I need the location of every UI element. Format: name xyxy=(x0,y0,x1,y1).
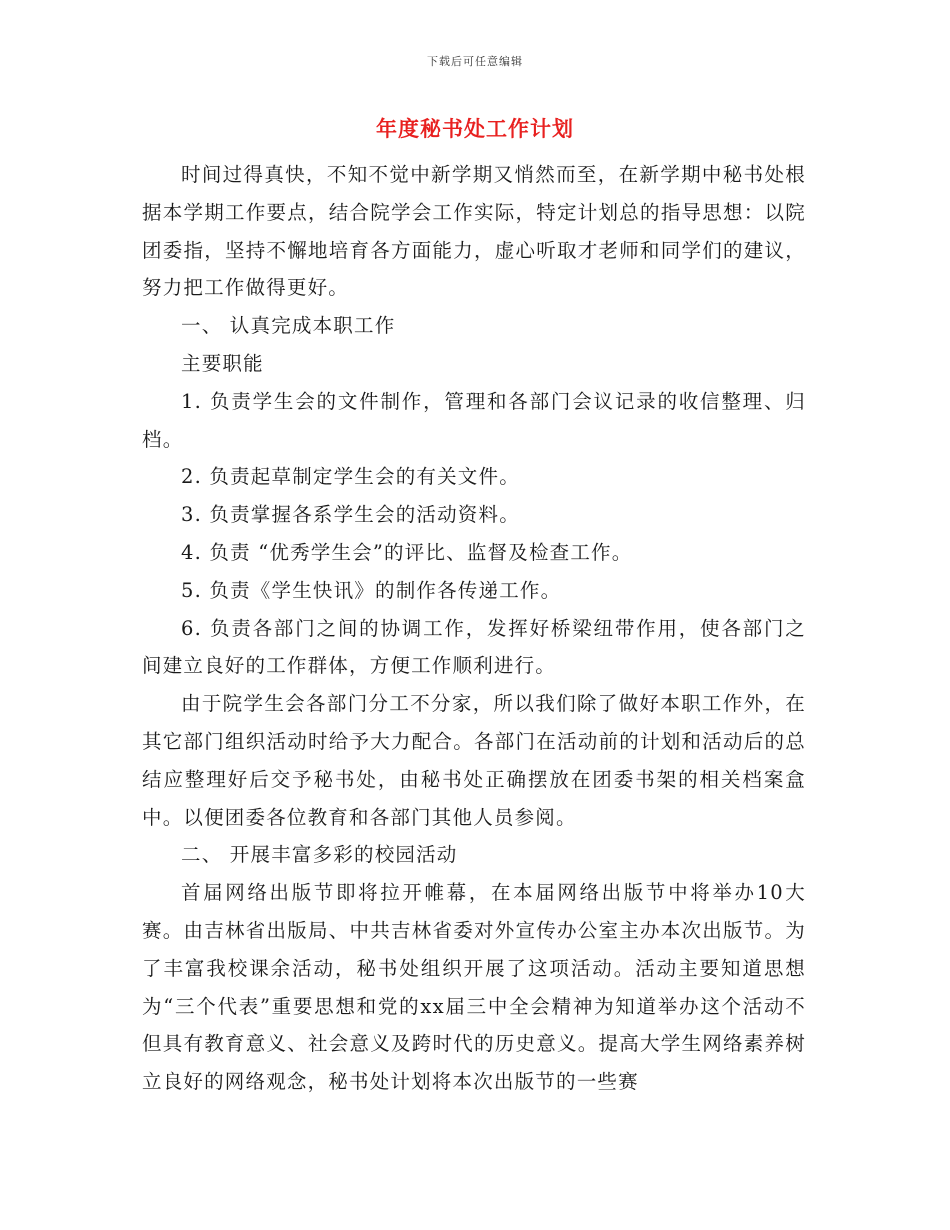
duty-item-5: 5. 负责《学生快讯》的制作各传递工作。 xyxy=(181,578,562,602)
duty-item-3: 3. 负责掌握各系学生会的活动资料。 xyxy=(181,503,520,527)
section-2-heading: 二、 开展丰富多彩的校园活动 xyxy=(181,843,458,867)
festival-paragraph: 首届网络出版节即将拉开帷幕，在本届网络出版节中将举办10大赛。由吉林省出版局、中共吉林省委对外宣传办公室主办本次出版节。为了丰富我校课余活动，秘书处组织开展了这项活动。活动主要知道思想为“三个代表”重要思想和党的xx届三中全会精神为知道举办这个活动不但具有教育意义、社会意义及跨时代的历史意义。提高大学生网络素养树立良好的网络观念，秘书处计划将本次出版节的一些赛 xyxy=(142,881,806,1094)
cooperation-paragraph: 由于院学生会各部门分工不分家，所以我们除了做好本职工作外，在其它部门组织活动时给予大力配合。各部门在活动前的计划和活动后的总结应整理好后交予秘书处，由秘书处正确摆放在团委书架的相关档案盒中。以便团委各位教育和各部门其他人员参阅。 xyxy=(142,692,806,829)
duty-item-6: 6. 负责各部门之间的协调工作，发挥好桥梁纽带作用，使各部门之间建立良好的工作群体，方便工作顺利进行。 xyxy=(142,616,806,678)
document-title: 年度秘书处工作计划 xyxy=(376,116,574,141)
intro-paragraph: 时间过得真快，不知不觉中新学期又悄然而至，在新学期中秘书处根据本学期工作要点，结合院学会工作实际，特定计划总的指导思想：以院团委指，坚持不懈地培育各方面能力，虚心听取才老师和同学们的建议，努力把工作做得更好。 xyxy=(142,163,806,300)
header-note: 下载后可任意编辑 xyxy=(427,55,523,68)
duty-item-1: 1. 负责学生会的文件制作，管理和各部门会议记录的收信整理、归档。 xyxy=(142,389,806,451)
duty-item-4: 4. 负责 “优秀学生会”的评比、监督及检查工作。 xyxy=(181,540,633,564)
duty-item-2: 2. 负责起草制定学生会的有关文件。 xyxy=(181,465,520,489)
section-1-heading: 一、 认真完成本职工作 xyxy=(181,314,396,338)
document-body xyxy=(142,156,806,1101)
duties-heading: 主要职能 xyxy=(181,351,264,375)
